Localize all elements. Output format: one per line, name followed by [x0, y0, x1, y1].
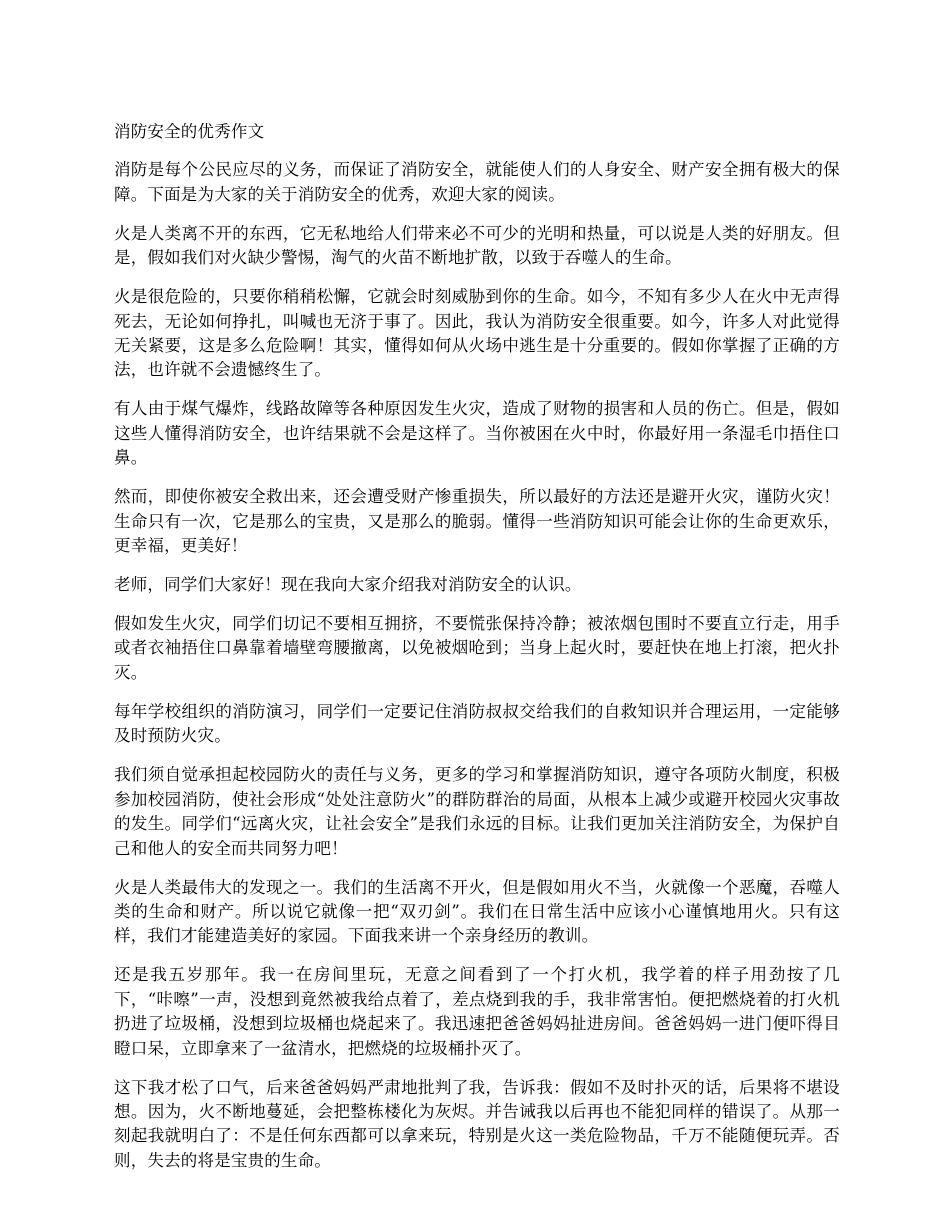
- paragraph-7: 假如发生火灾，同学们切记不要相互拥挤，不要慌张保持冷静；被浓烟包围时不要直立行走，用手或者衣袖捂住口鼻靠着墙壁弯腰撤离，以免被烟呛到；当身上起火时，要赶快在地上打滚，把火扑灭。: [114, 614, 840, 682]
- document-body: [114, 120, 840, 1188]
- paragraph-4: 有人由于煤气爆炸，线路故障等各种原因发生火灾，造成了财物的损害和人员的伤亡。但是，假如这些人懂得消防安全，也许结果就不会是这样了。当你被困在火中时，你最好用一条湿毛巾捂住口鼻。: [114, 399, 840, 468]
- paragraph-10: 火是人类最伟大的发现之一。我们的生活离不开火，但是假如用火不当，火就像一个恶魔，吞噬人类的生命和财产。所以说它就像一把“双刃剑”。我们在日常生活中应该小心谨慎地用火。只有这样，我们才能建造美好的家园。下面我来讲一个亲身经历的教训。: [114, 877, 840, 946]
- paragraph-2: 火是人类离不开的东西，它无私地给人们带来必不可少的光明和热量，可以说是人类的好朋友。但是，假如我们对火缺少警惕，淘气的火苗不断地扩散，以致于吞噬人的生命。: [114, 223, 840, 268]
- paragraph-9: 我们须自觉承担起校园防火的责任与义务，更多的学习和掌握消防知识，遵守各项防火制度，积极参加校园消防，使社会形成“处处注意防火”的群防群治的局面，从根本上减少或避开校园火灾事故的发生。同学们“远离火灾，让社会安全”是我们永远的目标。让我们更加关注消防安全，为保护自己和他人的安全而共同努力吧！: [114, 765, 840, 858]
- paragraph-8: 每年学校组织的消防演习，同学们一定要记住消防叔叔交给我们的自救知识并合理运用，一定能够及时预防火灾。: [114, 701, 840, 746]
- paragraph-1: 消防是每个公民应尽的义务，而保证了消防安全，就能使人们的人身安全、财产安全拥有极大的保障。下面是为大家的关于消防安全的优秀，欢迎大家的阅读。: [114, 160, 840, 204]
- paragraph-11: 还是我五岁那年。我一在房间里玩，无意之间看到了一个打火机，我学着的样子用劲按了几下，“咔嚓”一声，没想到竟然被我给点着了，差点烧到我的手，我非常害怕。便把燃烧着的打火机扔进了垃圾桶，没想到垃圾桶也烧起来了。我迅速把爸爸妈妈扯进房间。爸爸妈妈一进门便吓得目瞪口呆，立即拿来了一盆清水，把燃烧的垃圾桶扑灭了。: [114, 965, 840, 1058]
- paragraph-12: 这下我才松了口气，后来爸爸妈妈严肃地批判了我，告诉我：假如不及时扑灭的话，后果将不堪设想。因为，火不断地蔓延，会把整栋楼化为灰烬。并告诫我以后再也不能犯同样的错误了。从那一刻起我就明白了：不是任何东西都可以拿来玩，特别是火这一类危险物品，千万不能随便玩弄。否则，失去的将是宝贵的生命。: [114, 1077, 840, 1170]
- paragraph-6: 老师，同学们大家好！现在我向大家介绍我对消防安全的认识。: [114, 575, 582, 595]
- document-title: 消防安全的优秀作文: [114, 122, 265, 141]
- paragraph-5: 然而，即使你被安全救出来，还会遭受财产惨重损失，所以最好的方法还是避开火灾，谨防火灾！生命只有一次，它是那么的宝贵，又是那么的脆弱。懂得一些消防知识可能会让你的生命更欢乐，更幸福，更美好！: [114, 487, 840, 556]
- paragraph-3: 火是很危险的，只要你稍稍松懈，它就会时刻威胁到你的生命。如今，不知有多少人在火中无声得死去，无论如何挣扎，叫喊也无济于事了。因此，我认为消防安全很重要。如今，许多人对此觉得无关紧要，这是多么危险啊！其实，懂得如何从火场中逃生是十分重要的。假如你掌握了正确的方法，也许就不会遗憾终生了。: [114, 287, 840, 380]
